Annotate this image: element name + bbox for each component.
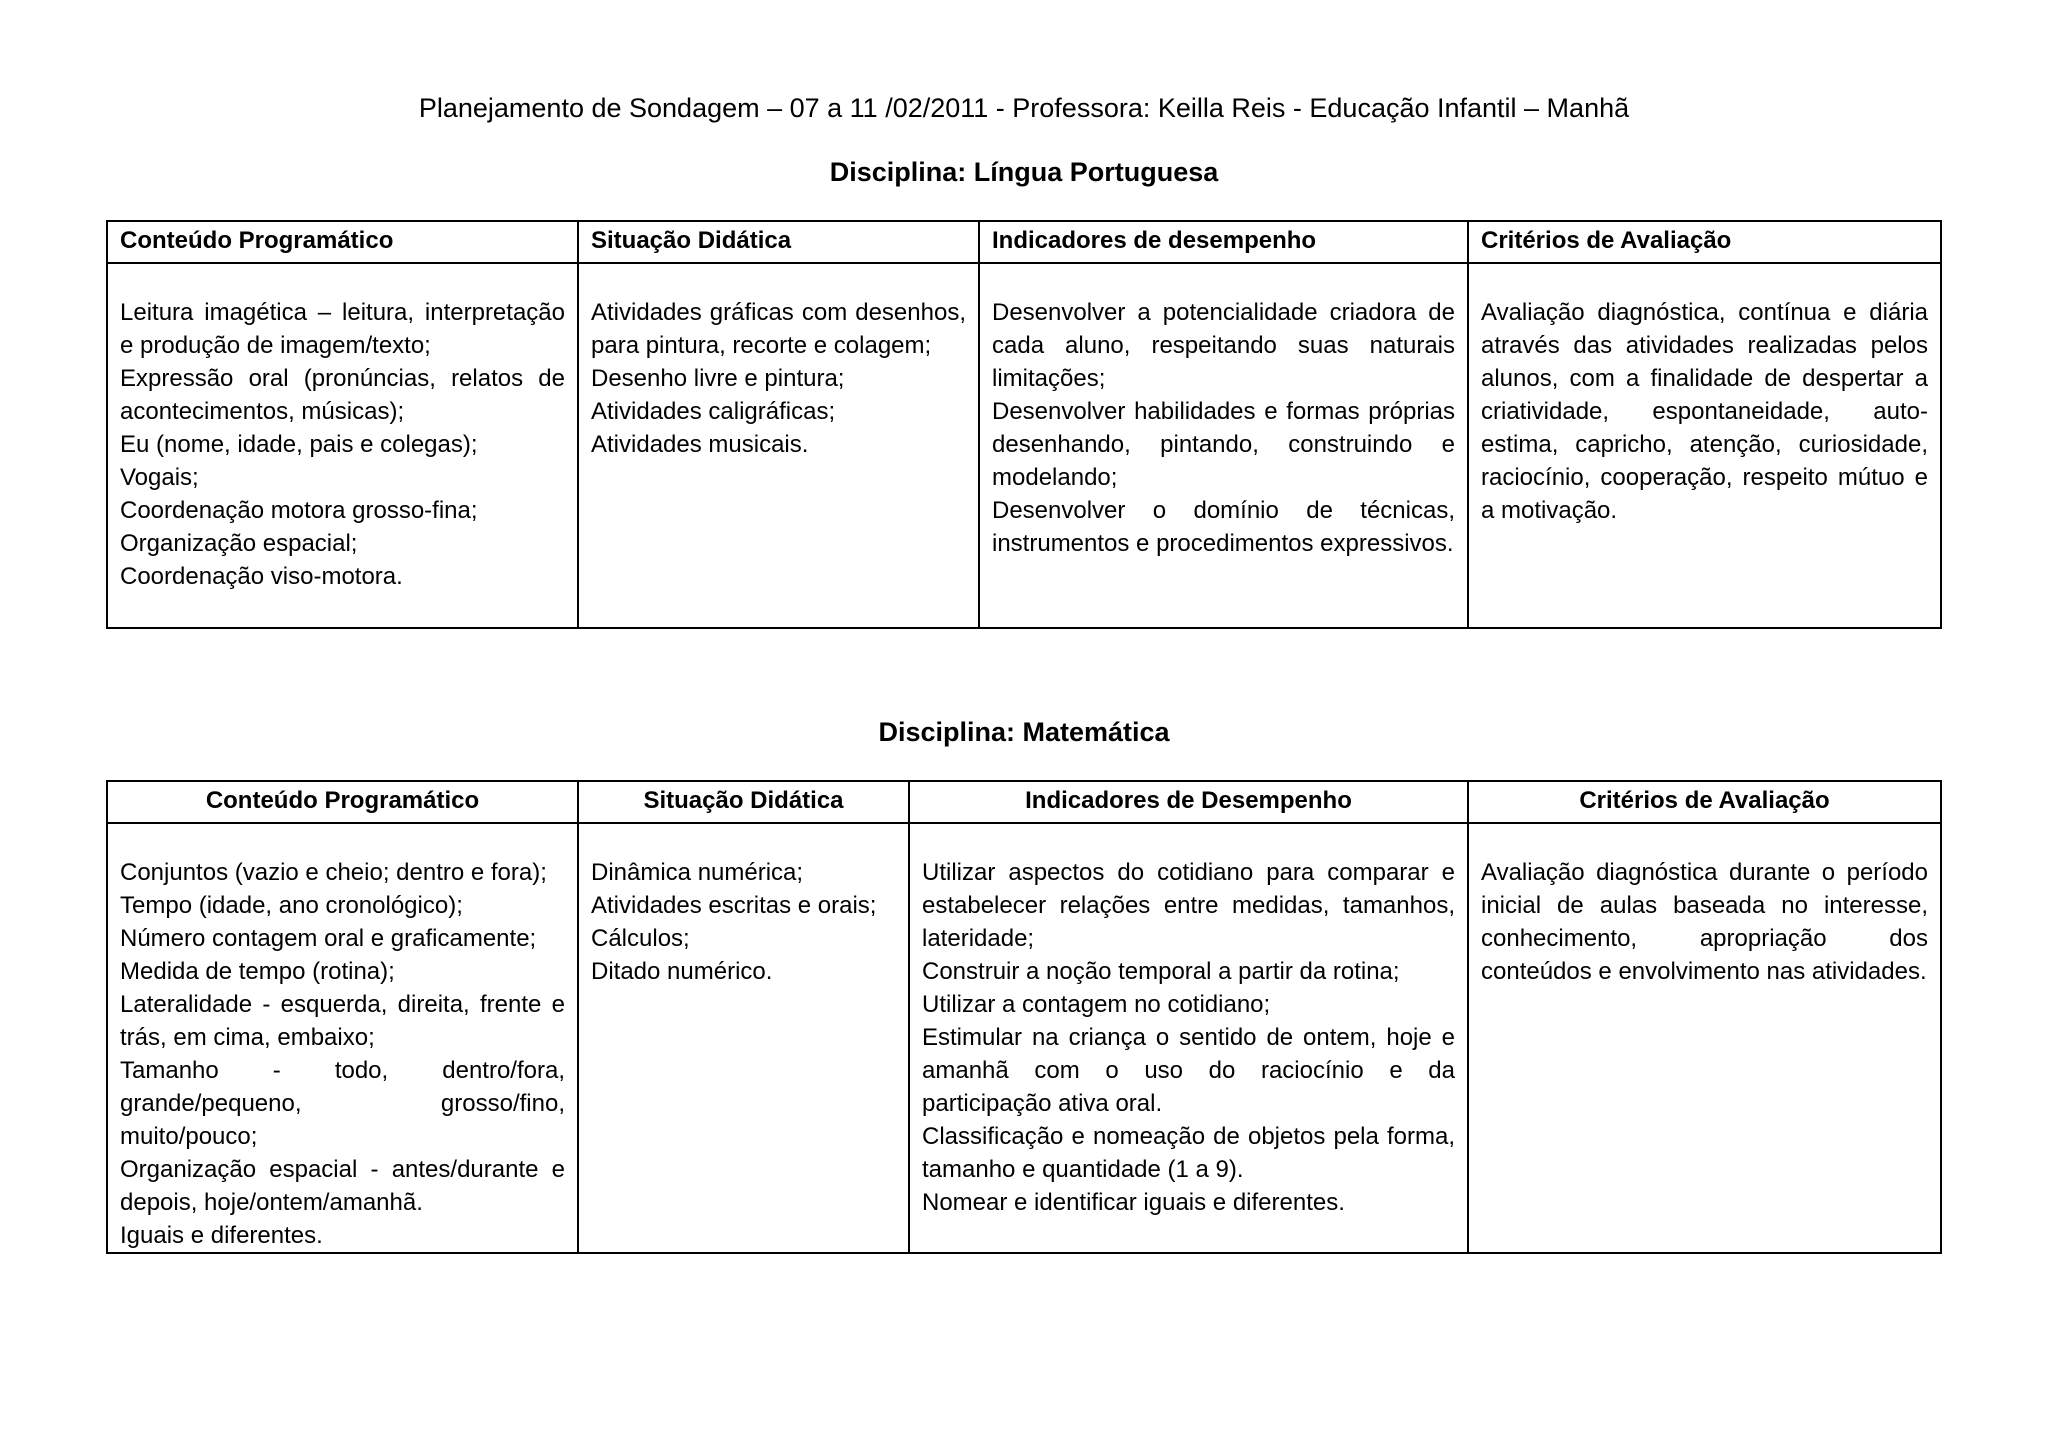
- list-item: Atividades escritas e orais;: [591, 892, 877, 919]
- column-header-criterios: Critérios de Avaliação: [1468, 781, 1941, 823]
- column-header-conteudo: Conteúdo Programático: [107, 781, 578, 823]
- cell-criterios: [1468, 823, 1941, 1253]
- table-header-row: [107, 221, 1941, 263]
- list-item: Dinâmica numérica;: [591, 859, 804, 886]
- column-header-criterios: Critérios de Avaliação: [1468, 221, 1941, 263]
- cell-criterios: [1468, 263, 1941, 628]
- list-item: Atividades gráficas com desenhos, para pintura, recorte e colagem;: [591, 299, 966, 359]
- table-row: [107, 823, 1941, 1253]
- table-row: [107, 263, 1941, 628]
- list-item: Ditado numérico.: [591, 958, 773, 985]
- section-title-matematica: Disciplina: Matemática: [878, 717, 1170, 747]
- list-item: Tamanho - todo, dentro/fora, grande/pequeno, grosso/fino, muito/pouco;: [120, 1057, 565, 1150]
- list-item: Expressão oral (pronúncias, relatos de acontecimentos, músicas);: [120, 365, 565, 425]
- list-item: Avaliação diagnóstica durante o período inicial de aulas baseada no interesse, conhecimento, apropriação dos conteúdos e envolvimento nas atividades.: [1481, 859, 1928, 985]
- table-header-row: [107, 781, 1941, 823]
- table-lingua-portuguesa: [106, 220, 1942, 629]
- list-item: Coordenação motora grosso-fina;: [120, 497, 478, 524]
- list-item: Número contagem oral e graficamente;: [120, 925, 537, 952]
- list-item: Avaliação diagnóstica, contínua e diária através das atividades realizadas pelos alunos, com a finalidade de despertar a criatividade, espontaneidade, auto-estima, capricho, atenção, curiosidade, raciocínio, cooperação, respeito mútuo e a motivação.: [1481, 299, 1928, 524]
- list-item: Leitura imagética – leitura, interpretação e produção de imagem/texto;: [120, 299, 565, 359]
- list-item: Eu (nome, idade, pais e colegas);: [120, 431, 478, 458]
- cell-situacao: [578, 263, 979, 628]
- list-item: Classificação e nomeação de objetos pela forma, tamanho e quantidade (1 a 9).: [922, 1123, 1455, 1183]
- list-item: Medida de tempo (rotina);: [120, 958, 395, 985]
- column-header-situacao: Situação Didática: [578, 781, 909, 823]
- cell-conteudo: [107, 823, 578, 1253]
- list-item: Coordenação viso-motora.: [120, 563, 403, 590]
- list-item: Desenvolver a potencialidade criadora de cada aluno, respeitando suas naturais limitações;: [992, 299, 1455, 392]
- list-item: Cálculos;: [591, 925, 690, 952]
- page-title: Planejamento de Sondagem – 07 a 11 /02/2011 - Professora: Keilla Reis - Educação Infantil – Manhã: [418, 93, 1630, 123]
- list-item: Construir a noção temporal a partir da rotina;: [922, 958, 1400, 985]
- column-header-conteudo: Conteúdo Programático: [107, 221, 578, 263]
- list-item: Organização espacial;: [120, 530, 358, 557]
- list-item: Desenvolver o domínio de técnicas, instrumentos e procedimentos expressivos.: [992, 497, 1455, 557]
- list-item: Utilizar a contagem no cotidiano;: [922, 991, 1271, 1018]
- cell-indicadores: [909, 823, 1468, 1253]
- list-item: Desenvolver habilidades e formas próprias desenhando, pintando, construindo e modelando;: [992, 398, 1455, 491]
- list-item: Nomear e identificar iguais e diferentes.: [922, 1189, 1345, 1216]
- list-item: Atividades musicais.: [591, 431, 809, 458]
- list-item: Estimular na criança o sentido de ontem, hoje e amanhã com o uso do raciocínio e da participação ativa oral.: [922, 1024, 1455, 1117]
- table-matematica: [106, 780, 1942, 1254]
- cell-situacao: [578, 823, 909, 1253]
- section-title-lingua-portuguesa: Disciplina: Língua Portuguesa: [829, 157, 1219, 187]
- list-item: Lateralidade - esquerda, direita, frente e trás, em cima, embaixo;: [120, 991, 565, 1051]
- cell-indicadores: [979, 263, 1468, 628]
- column-header-indicadores: Indicadores de desempenho: [979, 221, 1468, 263]
- list-item: Tempo (idade, ano cronológico);: [120, 892, 463, 919]
- list-item: Utilizar aspectos do cotidiano para comparar e estabelecer relações entre medidas, tamanhos, lateridade;: [922, 859, 1455, 952]
- cell-conteudo: [107, 263, 578, 628]
- list-item: Desenho livre e pintura;: [591, 365, 845, 392]
- column-header-situacao: Situação Didática: [578, 221, 979, 263]
- list-item: Vogais;: [120, 464, 199, 491]
- list-item: Atividades caligráficas;: [591, 398, 836, 425]
- list-item: Organização espacial - antes/durante e depois, hoje/ontem/amanhã.: [120, 1156, 565, 1216]
- column-header-indicadores: Indicadores de Desempenho: [909, 781, 1468, 823]
- list-item: Iguais e diferentes.: [120, 1222, 323, 1249]
- list-item: Conjuntos (vazio e cheio; dentro e fora);: [120, 859, 547, 886]
